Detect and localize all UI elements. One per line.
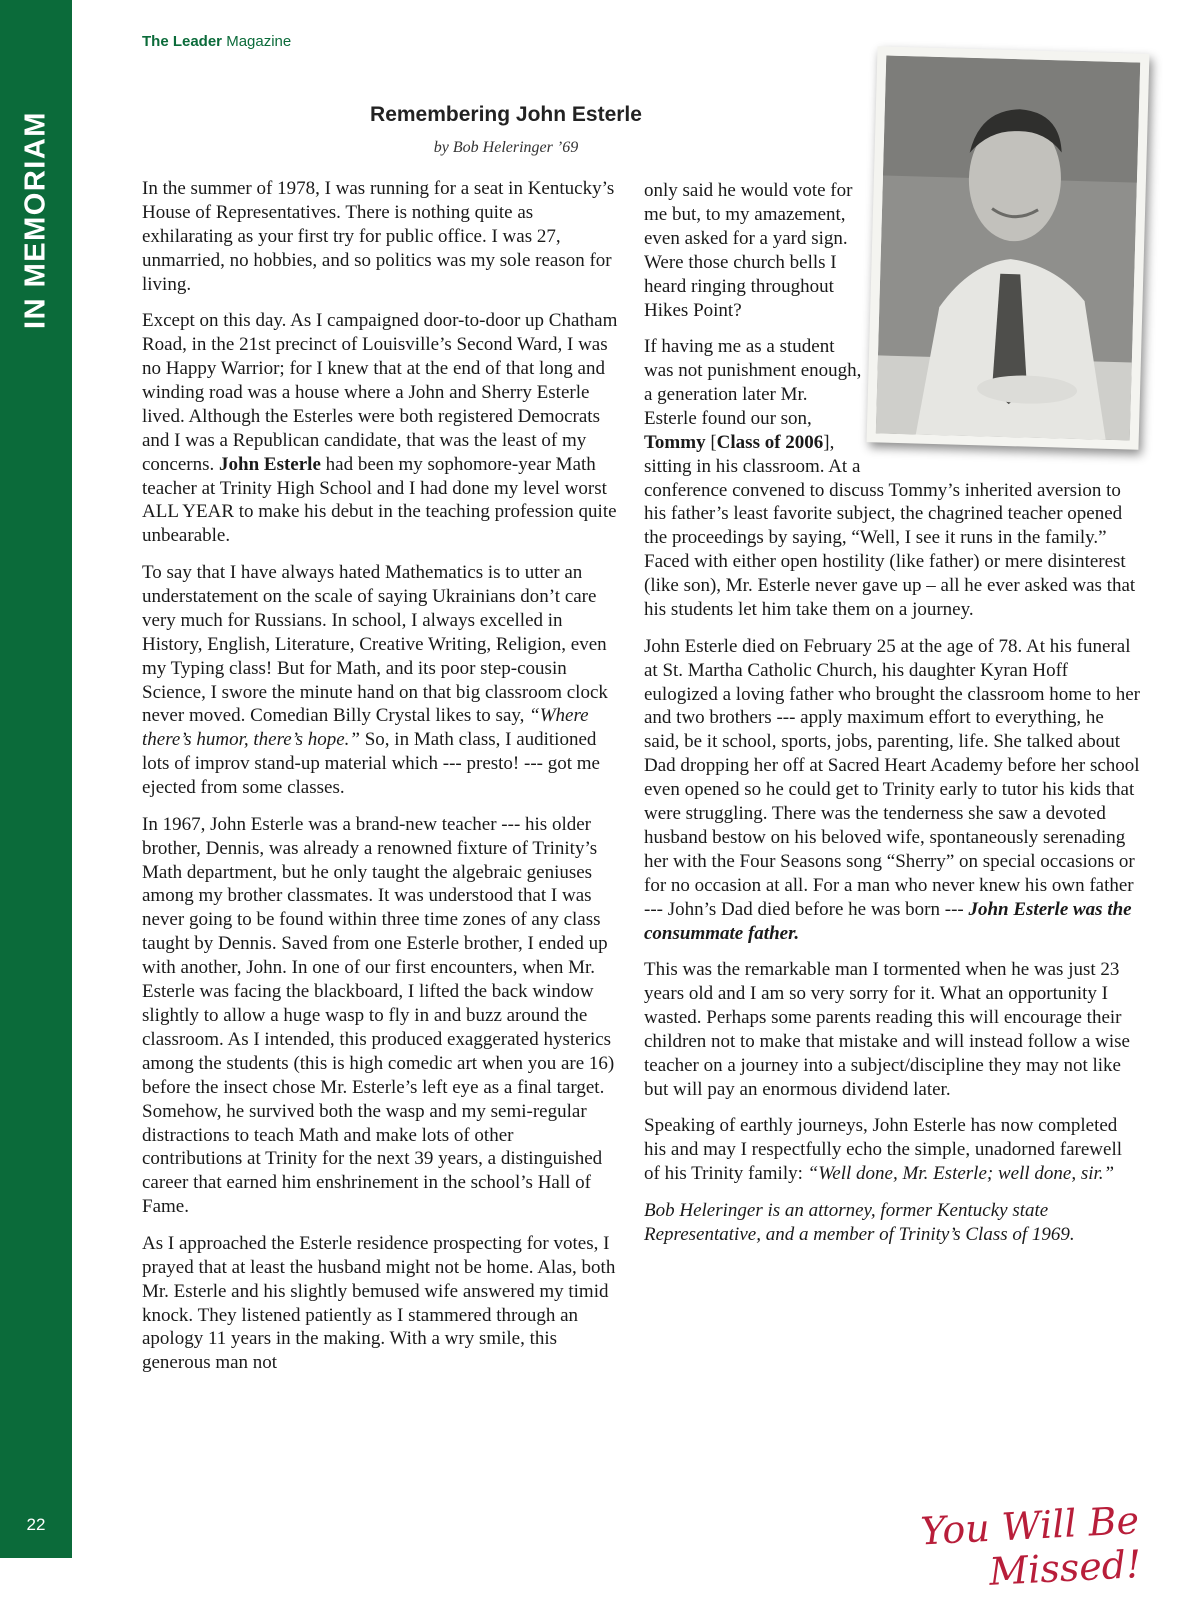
paragraph: This was the remarkable man I tormented when he was just 23 years old and I am so very sorry for it. What an opportunity I wasted. Perhaps some parents reading this will encourage their children not to make that mistake and will instead follow a wise teacher on a journey into a subject/discipline they may not like but will pay an enormous dividend later. <box>644 959 1130 1100</box>
quote: “Well done, Mr. Esterle; well done, sir.” <box>807 1163 1115 1185</box>
paragraph: In the summer of 1978, I was running for a seat in Kentucky’s House of Representatives. There is nothing quite as exhilarating as your first try for public office. I was 27, unmarried, no hobbies, and so politics was my sole reason for living. <box>142 178 615 295</box>
closing-message: You Will Be Missed! <box>919 1498 1143 1594</box>
quote: “Where there’s humor, there’s hope.” <box>142 705 589 751</box>
byline: by Bob Heleringer ’69 <box>433 139 579 156</box>
paragraph: In 1967, John Esterle was a brand-new teacher --- his older brother, Dennis, was already a renowned fixture of Trinity’s Math department, but he only taught the algebraic geniuses among my brother classmates. It was understood that I was never going to be found within three time zones of any class taught by Dennis. Saved from one Esterle brother, I ended up with another, John. In one of our first encounters, when Mr. Esterle was facing the blackboard, I lifted the back window slightly to allow a huge wasp to fly in and buzz around the classroom. As I intended, this produced exaggerated hysterics among the students (this is high comedic art when you are 16) before the insect chose Mr. Esterle’s left eye as a final target. Somehow, he survived both the wasp and my semi-regular distractions to teach Math and make lots of other contributions at Trinity for the next 39 years, a distinguished career that earned him enshrinement in the school’s Hall of Fame. <box>142 813 615 1218</box>
paragraph: only said he would vote for me but, to my amazement, even asked for a yard sign. Were those church bells I heard ringing throughout Hikes Point? <box>644 180 853 321</box>
section-title: IN MEMORIAM <box>19 111 52 329</box>
masthead-rest: Magazine <box>222 33 292 50</box>
paragraph: As I approached the Esterle residence prospecting for votes, I prayed that at least the husband might not be home. Alas, both Mr. Esterle and his slightly bemused wife answered my timid knock. They listened patiently as I stammered through an apology 11 years in the making. With a wry smile, this generous man not <box>142 1232 616 1374</box>
magazine-masthead <box>142 33 291 50</box>
column-left <box>142 177 618 1388</box>
article-title: Remembering John Esterle <box>370 103 642 126</box>
emphasis-quote: John Esterle was the consummate father. <box>644 898 1132 944</box>
paragraph: John Esterle died on February 25 at the age of 78. At his funeral at St. Martha Catholic Church, his daughter Kyran Hoff eulogized a loving father who brought the classroom home to her and two brothers --- apply maximum effort to everything, he said, be it school, sports, jobs, parenting, life. She talked about Dad dropping her off at Sacred Heart Academy before her school even opened so he could get to Trinity early to tutor his kids that were struggling. There was the tenderness she saw a devoted husband bestow on his beloved wife, spontaneously serenading her with the Four Seasons song “Sherry” on special occasions or for no occasion at all. For a man who never knew his own father --- John’s Dad died before he was born --- John Esterle was the consummate father. <box>644 635 1140 944</box>
page-number: 22 <box>26 1515 46 1534</box>
masthead-bold: The Leader <box>142 33 223 50</box>
portrait-photo <box>867 46 1150 449</box>
emphasis-class: Class of 2006 <box>716 431 824 453</box>
sidebar <box>0 0 72 1558</box>
author-bio: Bob Heleringer is an attorney, former Kentucky state Representative, and a member of Trinity’s Class of 1969. <box>644 1199 1075 1245</box>
paragraph: If having me as a student was not punishment enough, a generation later Mr. Esterle found our son, Tommy [Class of 2006], sitting in his classroom. At a conference convened to discuss Tommy’s inherited aversion to his father’s least favorite subject, the chagrined teacher opened the proceedings by saying, “Well, I see it runs in the family.” Faced with either open hostility (like father) or mere disinterest (like son), Mr. Esterle never gave up – all he ever asked was that his students let him take them on a journey. <box>644 336 1136 621</box>
portrait-image <box>876 56 1140 441</box>
emphasis-name: Tommy <box>644 431 706 453</box>
emphasis-name: John Esterle <box>219 453 321 475</box>
paragraph: Speaking of earthly journeys, John Esterle has now completed his and may I respectfully echo the simple, unadorned farewell of his Trinity family: “Well done, Mr. Esterle; well done, sir.” <box>644 1115 1122 1185</box>
paragraph: To say that I have always hated Mathematics is to utter an understatement on the scale of saying Ukrainians don’t care very much for Russians. In school, I always excelled in History, English, Literature, Creative Writing, Religion, even my Typing class! But for Math, and its poor step-cousin Science, I swore the minute hand on that big classroom clock never moved. Comedian Billy Crystal likes to say, “Where there’s humor, there’s hope.” So, in Math class, I auditioned lots of improv stand-up material which --- presto! --- got me ejected from some classes. <box>142 561 608 799</box>
paragraph: Except on this day. As I campaigned door-to-door up Chatham Road, in the 21st precinct of Louisville’s Second Ward, I was no Happy Warrior; for I knew that at the end of that long and winding road was a house where a John and Sherry Esterle lived. Although the Esterles were both registered Democrats and I was a Republican candidate, that was the least of my concerns. John Esterle had been my sophomore-year Math teacher at Trinity High School and I had done my level worst ALL YEAR to make his debut in the teaching profession quite unbearable. <box>142 310 618 547</box>
